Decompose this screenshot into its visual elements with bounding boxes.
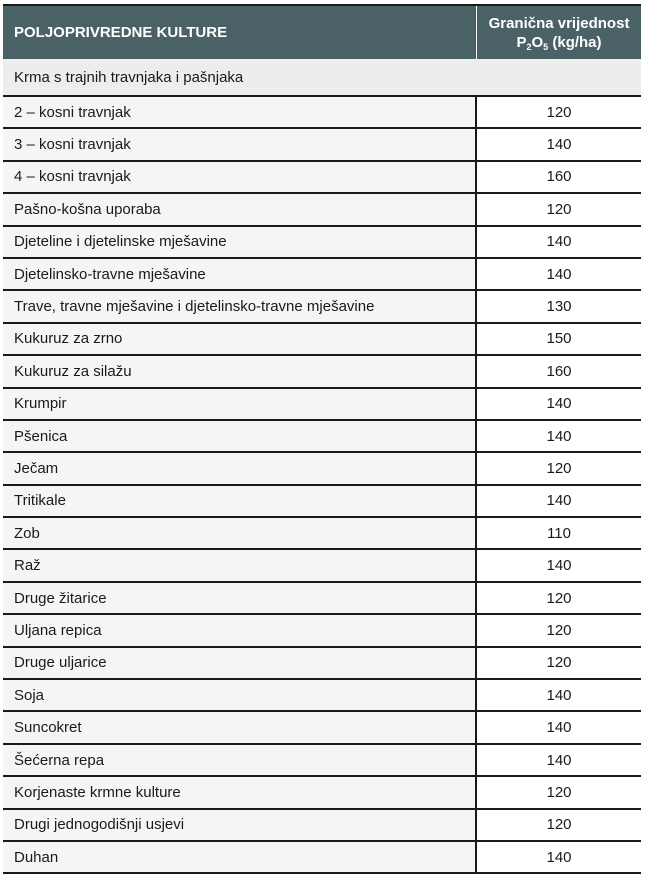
limit-value: 110 bbox=[477, 518, 641, 548]
limit-value: 140 bbox=[477, 712, 641, 742]
limit-value: 140 bbox=[477, 389, 641, 419]
limit-value: 120 bbox=[477, 97, 641, 127]
limit-value: 120 bbox=[477, 453, 641, 483]
crop-name: Ječam bbox=[3, 453, 477, 483]
p-symbol: P bbox=[516, 33, 527, 51]
limit-value: 120 bbox=[477, 615, 641, 645]
header-limit-line2 bbox=[516, 33, 601, 52]
crop-name: Uljana repica bbox=[3, 615, 477, 645]
limit-value: 120 bbox=[477, 648, 641, 678]
table-row bbox=[3, 777, 641, 809]
table-row bbox=[3, 550, 641, 582]
crop-name: Kukuruz za silažu bbox=[3, 356, 477, 386]
limit-value: 120 bbox=[477, 583, 641, 613]
table-row bbox=[3, 842, 641, 874]
table-row bbox=[3, 712, 641, 744]
crop-name: Djeteline i djetelinske mješavine bbox=[3, 227, 477, 257]
table-row bbox=[3, 129, 641, 161]
crop-name: Pašno-košna uporaba bbox=[3, 194, 477, 224]
o-subscript: 5 bbox=[543, 41, 549, 52]
table-row bbox=[3, 583, 641, 615]
limit-value: 160 bbox=[477, 162, 641, 192]
limit-value: 120 bbox=[477, 777, 641, 807]
header-crops: POLJOPRIVREDNE KULTURE bbox=[3, 6, 477, 59]
table-row bbox=[3, 259, 641, 291]
table-header bbox=[3, 6, 641, 59]
table-row bbox=[3, 227, 641, 259]
table-row bbox=[3, 324, 641, 356]
crop-name: 3 – kosni travnjak bbox=[3, 129, 477, 159]
phosphorus-limits-table bbox=[3, 4, 641, 874]
crop-name: Suncokret bbox=[3, 712, 477, 742]
crop-name: Duhan bbox=[3, 842, 477, 872]
table-row bbox=[3, 518, 641, 550]
limit-value: 130 bbox=[477, 291, 641, 321]
crop-name: Druge uljarice bbox=[3, 648, 477, 678]
crop-name: Djetelinsko-travne mješavine bbox=[3, 259, 477, 289]
unit-label: (kg/ha) bbox=[548, 33, 602, 51]
crop-name: Trave, travne mješavine i djetelinsko-travne mješavine bbox=[3, 291, 477, 321]
crop-name: Krumpir bbox=[3, 389, 477, 419]
crop-name: Pšenica bbox=[3, 421, 477, 451]
table-row bbox=[3, 745, 641, 777]
limit-value: 150 bbox=[477, 324, 641, 354]
table-row bbox=[3, 162, 641, 194]
table-row bbox=[3, 291, 641, 323]
limit-value: 120 bbox=[477, 810, 641, 840]
table-row bbox=[3, 194, 641, 226]
crop-name: Soja bbox=[3, 680, 477, 710]
limit-value: 140 bbox=[477, 259, 641, 289]
crop-name: Tritikale bbox=[3, 486, 477, 516]
limit-value: 140 bbox=[477, 129, 641, 159]
limit-value: 140 bbox=[477, 680, 641, 710]
header-limit-value bbox=[477, 6, 641, 59]
table-row bbox=[3, 453, 641, 485]
table-body bbox=[3, 97, 641, 874]
crop-name: Druge žitarice bbox=[3, 583, 477, 613]
table-row bbox=[3, 97, 641, 129]
limit-value: 140 bbox=[477, 842, 641, 872]
limit-value: 140 bbox=[477, 486, 641, 516]
crop-name: Kukuruz za zrno bbox=[3, 324, 477, 354]
crop-name: Raž bbox=[3, 550, 477, 580]
limit-value: 140 bbox=[477, 421, 641, 451]
crop-name: Korjenaste krmne kulture bbox=[3, 777, 477, 807]
p-subscript: 2 bbox=[526, 41, 532, 52]
limit-value: 140 bbox=[477, 745, 641, 775]
limit-value: 140 bbox=[477, 550, 641, 580]
table-row bbox=[3, 615, 641, 647]
limit-value: 120 bbox=[477, 194, 641, 224]
table-row bbox=[3, 421, 641, 453]
crop-name: Zob bbox=[3, 518, 477, 548]
table-row bbox=[3, 648, 641, 680]
crop-name: 2 – kosni travnjak bbox=[3, 97, 477, 127]
table-row bbox=[3, 486, 641, 518]
crop-name: 4 – kosni travnjak bbox=[3, 162, 477, 192]
o-symbol: O bbox=[531, 33, 544, 51]
header-limit-line1: Granična vrijednost bbox=[488, 14, 630, 32]
limit-value: 160 bbox=[477, 356, 641, 386]
table-row bbox=[3, 810, 641, 842]
crop-name: Drugi jednogodišnji usjevi bbox=[3, 810, 477, 840]
crop-name: Šećerna repa bbox=[3, 745, 477, 775]
section-row: Krma s trajnih travnjaka i pašnjaka bbox=[3, 59, 641, 97]
table-row bbox=[3, 389, 641, 421]
table-row bbox=[3, 356, 641, 388]
table-row bbox=[3, 680, 641, 712]
limit-value: 140 bbox=[477, 227, 641, 257]
